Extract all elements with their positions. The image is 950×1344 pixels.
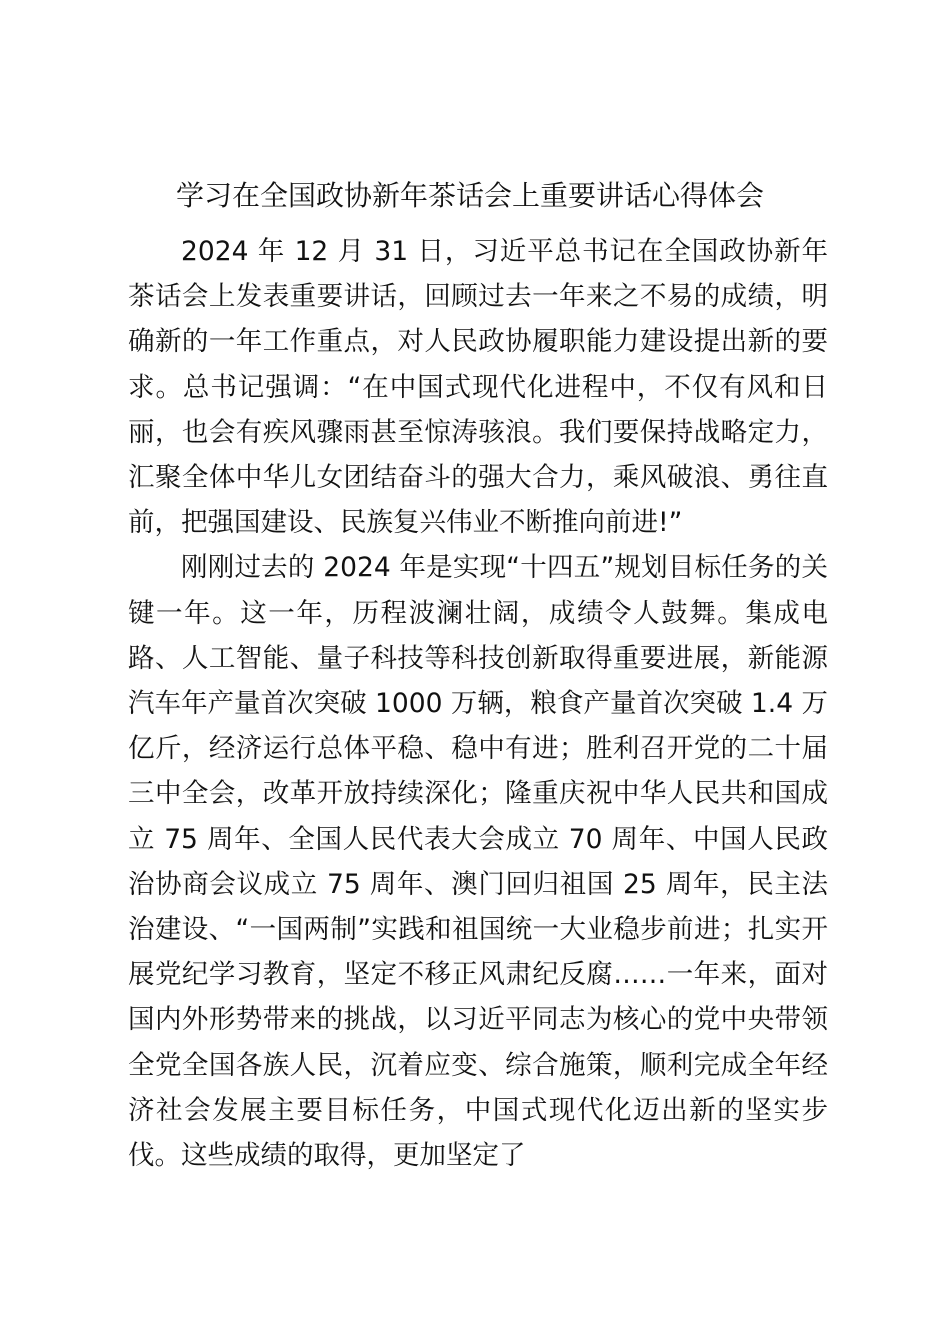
document-body <box>128 229 828 1178</box>
document-title: 学习在全国政协新年茶话会上重要讲话心得体会 <box>176 179 765 212</box>
paragraph-1: 2024 年 12 月 31 日，习近平总书记在全国政协新年茶话会上发表重要讲话，回顾过去一年来之不易的成绩，明确新的一年工作重点，对人民政协履职能力建设提出新的要求。总书记强调：“在中国式现代化进程中，不仅有风和日丽，也会有疾风骤雨甚至惊涛骇浪。我们要保持战略定力，汇聚全体中华儿女团结奋斗的强大合力，乘风破浪、勇往直前，把强国建设、民族复兴伟业不断推向前进!” <box>128 236 828 539</box>
paragraph-2: 刚刚过去的 2024 年是实现“十四五”规划目标任务的关键一年。这一年，历程波澜壮阔，成绩令人鼓舞。集成电路、人工智能、量子科技等科技创新取得重要进展，新能源汽车年产量首次突破 1000 万辆，粮食产量首次突破 1.4 万亿斤，经济运行总体平稳、稳中有进；胜利召开党的二十届三中全会，改革开放持续深化；隆重庆祝中华人民共和国成立 75 周年、全国人民代表大会成立 70 周年、中国人民政治协商会议成立 75 周年、澳门回归祖国 25 周年，民主法治建设、“一国两制”实践和祖国统一大业稳步前进；扎实开展党纪学习教育，坚定不移正风肃纪反腐……一年来，面对国内外形势带来的挑战，以习近平同志为核心的党中央带领全党全国各族人民，沉着应变、综合施策，顺利完成全年经济社会发展主要目标任务，中国式现代化迈出新的坚实步伐。这些成绩的取得，更加坚定了 <box>128 552 828 1172</box>
